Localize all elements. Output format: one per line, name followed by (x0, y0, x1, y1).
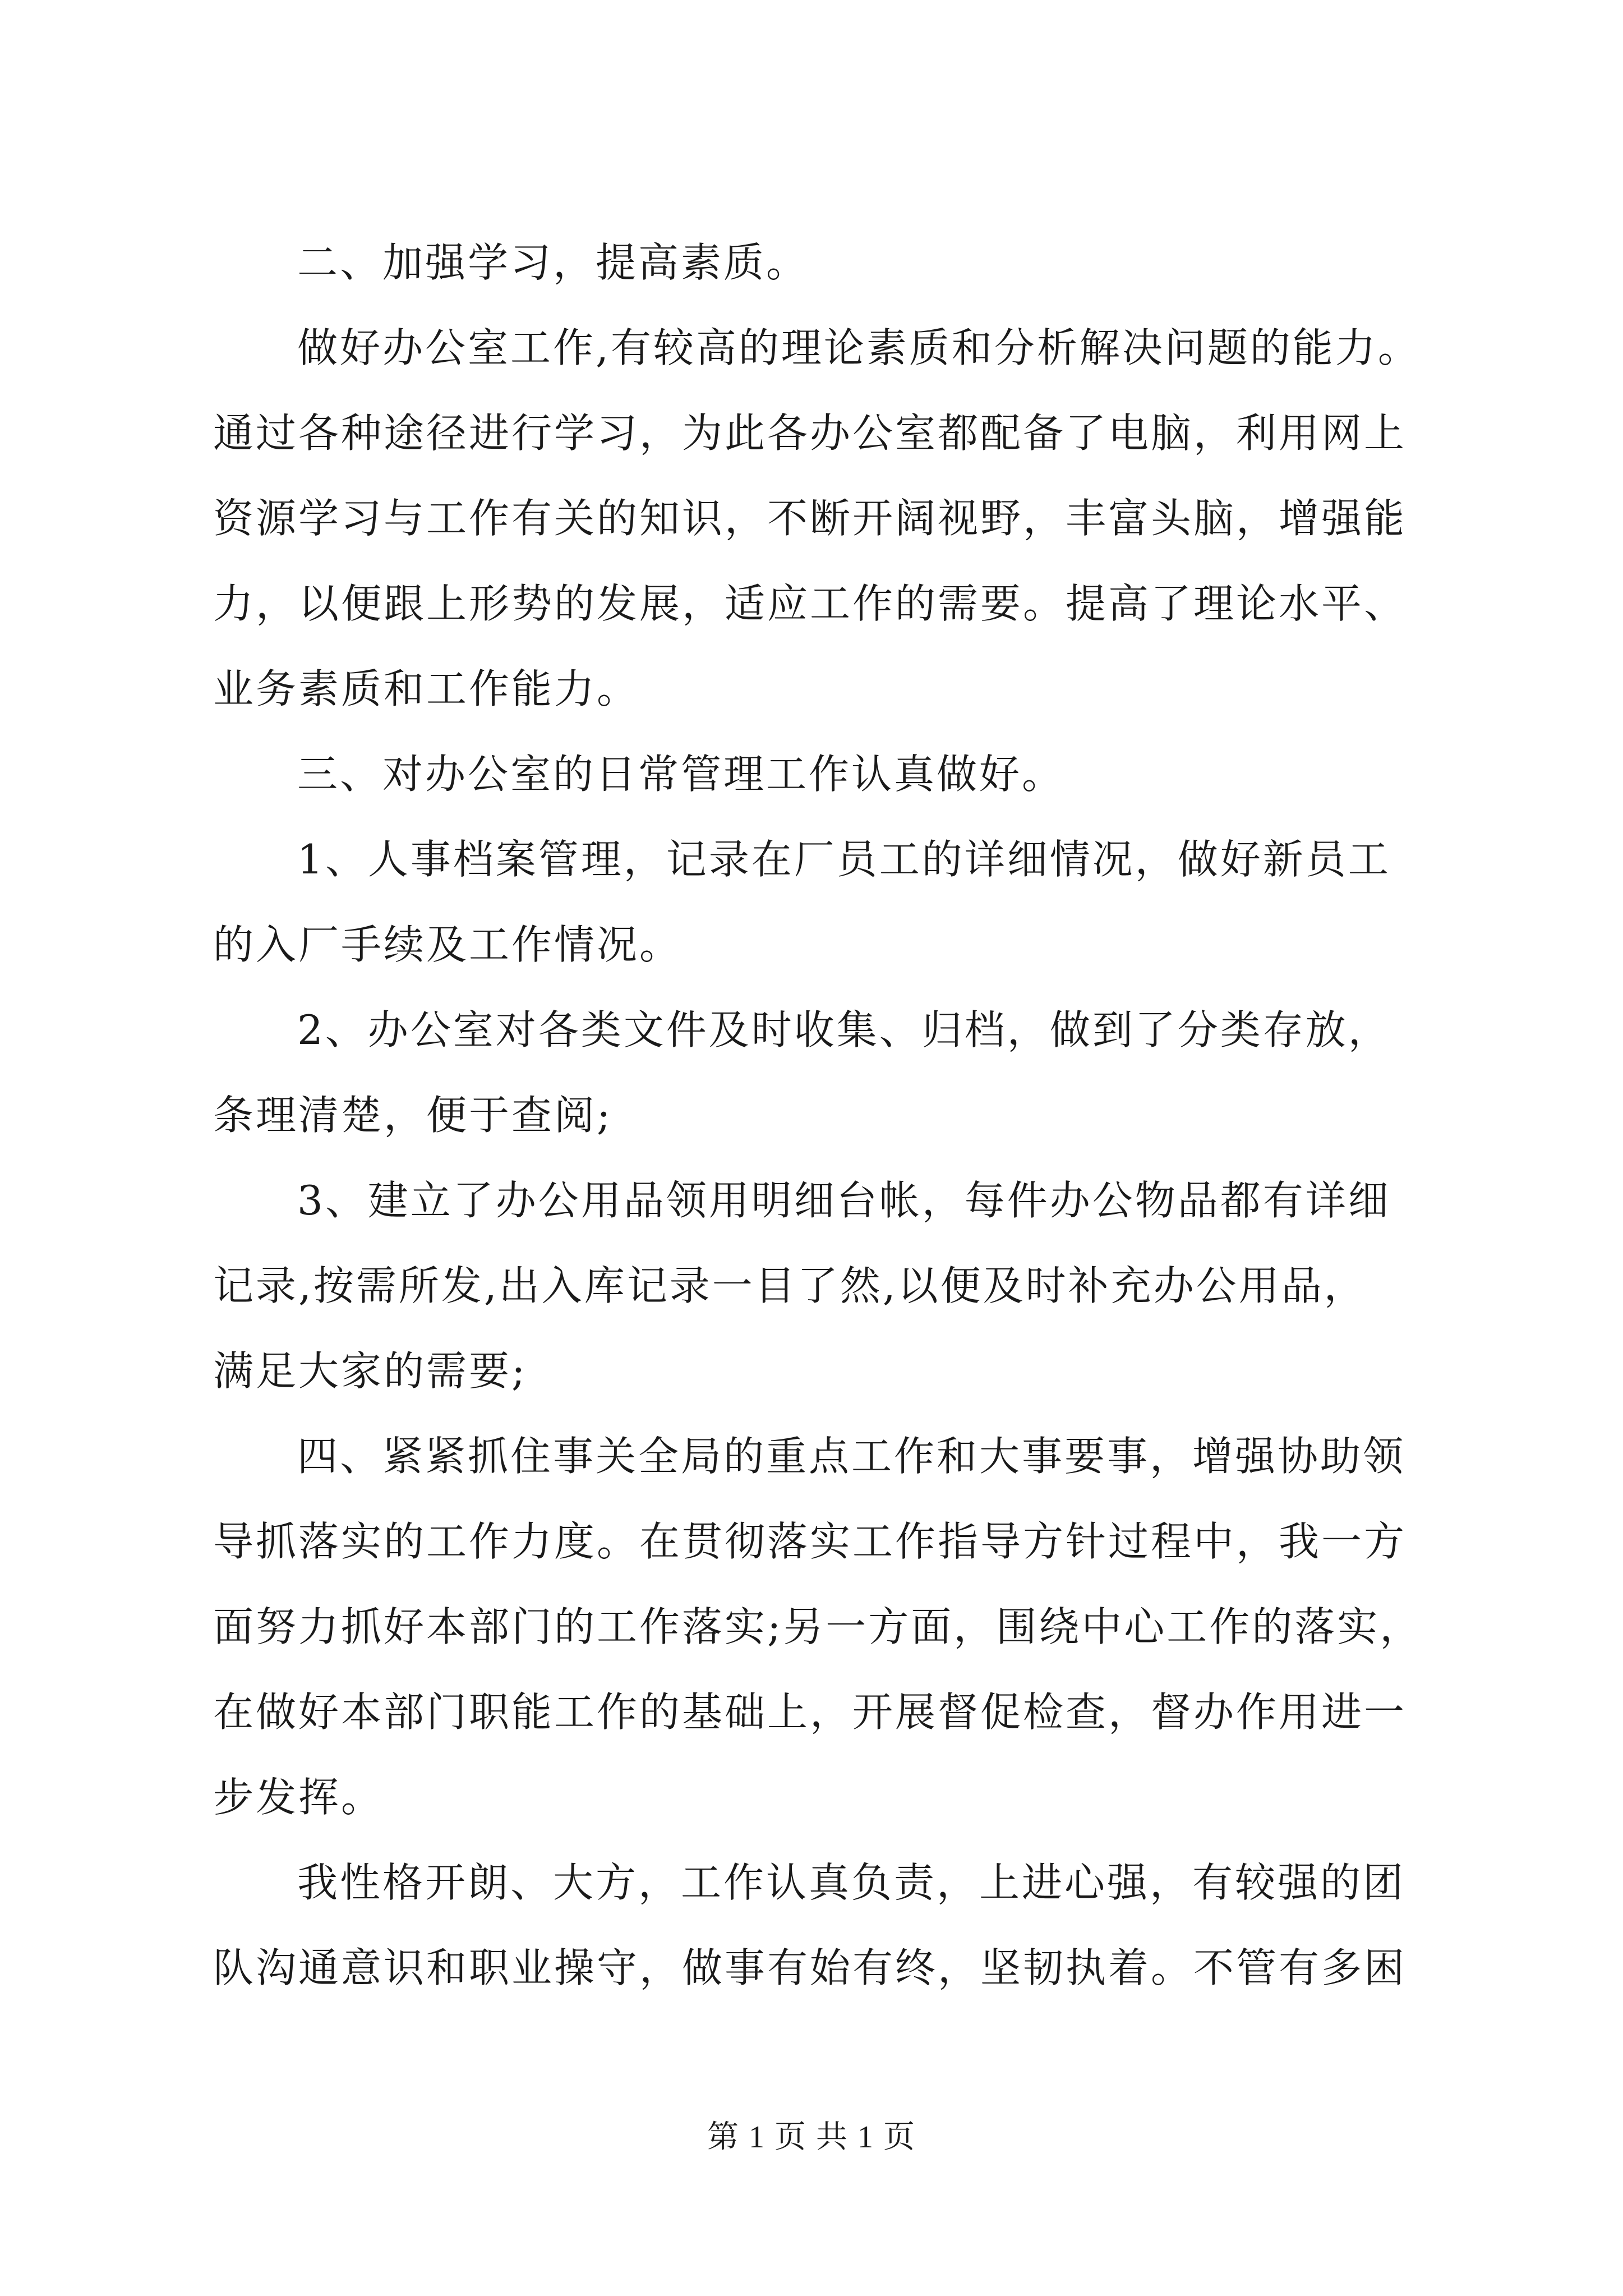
text-line: 做好办公室工作,有较高的理论素质和分析解决问题的能力。 (297, 324, 1421, 371)
text-line: 3、建立了办公用品领用明细台帐，每件办公物品都有详细 (297, 1177, 1391, 1224)
text-line: 资源学习与工作有关的知识，不断开阔视野，丰富头脑，增强能 (213, 495, 1407, 542)
text-line: 力，以便跟上形势的发展，适应工作的需要。提高了理论水平、 (213, 580, 1407, 627)
text-line: 的入厂手续及工作情况。 (213, 921, 683, 968)
text-line: 二、加强学习，提高素质。 (297, 239, 809, 286)
text-line: 1、人事档案管理，记录在厂员工的详细情况，做好新员工 (297, 836, 1391, 883)
text-line: 面努力抓好本部门的工作落实;另一方面，围绕中心工作的落实， (213, 1603, 1423, 1650)
text-line: 我性格开朗、大方，工作认真负责，上进心强，有较强的团 (297, 1859, 1406, 1906)
text-line: 业务素质和工作能力。 (213, 665, 640, 712)
text-line: 通过各种途径进行学习，为此各办公室都配备了电脑，利用网上 (213, 409, 1407, 457)
text-line: 2、办公室对各类文件及时收集、归档，做到了分类存放， (297, 1006, 1391, 1053)
page-footer: 第 1 页 共 1 页 (707, 2120, 916, 2155)
text-line: 记录,按需所发,出入库记录一目了然,以便及时补充办公用品， (213, 1262, 1367, 1309)
text-line: 在做好本部门职能工作的基础上，开展督促检查，督办作用进一 (213, 1688, 1407, 1736)
text-line: 队沟通意识和职业操守，做事有始有终，坚韧执着。不管有多困 (213, 1944, 1407, 1991)
text-line: 四、紧紧抓住事关全局的重点工作和大事要事，增强协助领 (297, 1433, 1406, 1480)
text-line: 满足大家的需要; (213, 1347, 528, 1395)
text-line: 导抓落实的工作力度。在贯彻落实工作指导方针过程中，我一方 (213, 1518, 1407, 1565)
text-line: 条理清楚，便于查阅; (213, 1092, 613, 1139)
text-line: 三、对办公室的日常管理工作认真做好。 (297, 751, 1065, 798)
text-line: 步发挥。 (213, 1774, 384, 1821)
